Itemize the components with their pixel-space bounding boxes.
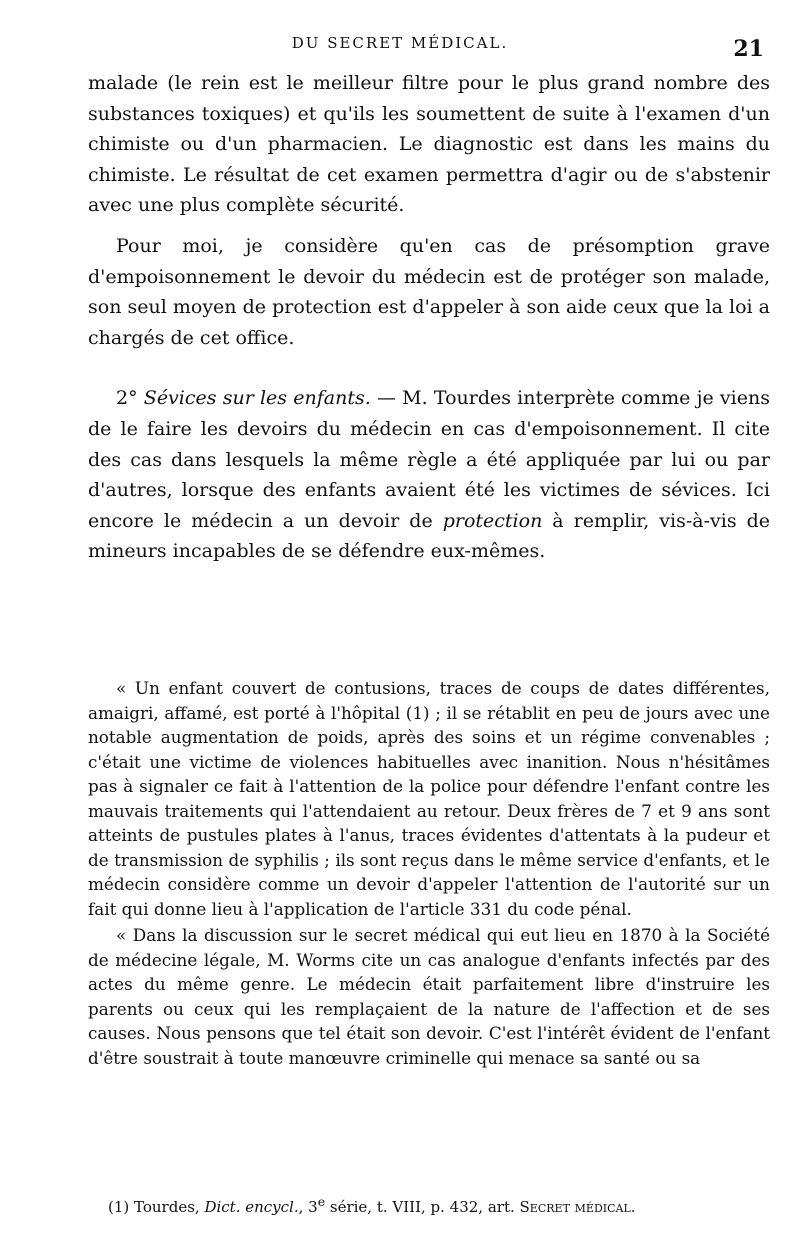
footnote-article: Secret médical. — [519, 1198, 636, 1216]
main-text — [88, 68, 770, 567]
section-text-a: — M. Tourdes interprète comme je viens de le faire les devoirs du médecin en cas d'empoisonnement. Il cite des cas dans lesquels la même règle a été appliquée par lui ou par d'autres, lorsque des enfants avaient été les victimes de sévices. Ici encore le médecin a un devoir de — [88, 387, 770, 532]
paragraph-continuation: malade (le rein est le meilleur filtre pour le plus grand nombre des substances toxiques) et qu'ils les soumettent de suite à l'examen d'un chimiste ou d'un pharmacien. Le diagnostic est dans les mains du chimiste. Le résultat de cet examen permettra d'agir ou de s'abstenir avec une plus complète sécurité. — [88, 72, 770, 217]
emphasis-protection: protection — [442, 509, 543, 532]
section-heading: Sévices sur les enfants. — [143, 387, 371, 410]
running-title: DU SECRET MÉDICAL. — [291, 34, 509, 52]
quote-paragraph-1: « Un enfant couvert de contusions, traces de coups de dates différentes, amaigri, affamé, est porté à l'hôpital (1) ; il se rétablit en peu de jours avec une notable augmentation de poids, après des soins et un régime convenables ; c'était une victime de violences habituelles avec inanition. Nous n'hésitâmes pas à signaler ce fait à l'attention de la police pour défendre l'enfant contre les mauvais traitements qui l'attendaient au retour. Deux frères de 7 et 9 ans sont atteints de pustules plates à l'anus, traces évidentes d'attentats à la pudeur et de transmission de syphilis ; ils sont reçus dans le même service d'enfants, et le médecin considère comme un devoir d'appeler l'attention de l'autorité sur un fait qui donne lieu à l'application de l'article 331 du code pénal. — [88, 678, 770, 919]
footnote-rest-b: série, t. VIII, p. 432, art. — [325, 1198, 520, 1216]
footnote — [108, 1192, 770, 1217]
section-number: 2° — [116, 387, 144, 410]
quoted-passage — [88, 676, 770, 1070]
footnote-marker: (1) Tourdes, — [108, 1198, 205, 1216]
footnote-rest-a: , 3 — [298, 1198, 318, 1216]
paragraph-opinion: Pour moi, je considère qu'en cas de présomption grave d'empoisonnement le devoir du médecin est de protéger son malade, son seul moyen de protection est d'appeler à son aide ceux que la loi a chargés de cet office. — [88, 234, 770, 349]
footnote-work: Dict. encycl. — [204, 1198, 299, 1216]
footnote-sup: e — [317, 1194, 326, 1209]
quote-paragraph-2: « Dans la discussion sur le secret médical qui eut lieu en 1870 à la Société de médecine légale, M. Worms cite un cas analogue d'enfants infectés par des actes du même genre. Le médecin était parfaitement libre d'instruire les parents ou ceux qui les remplaçaient de la nature de l'affection et de ses causes. Nous pensons que tel était son devoir. C'est l'intérêt évident de l'enfant d'être soustrait à toute manœuvre criminelle qui menace sa santé ou sa — [88, 925, 770, 1068]
section-text-b: à remplir, vis-à-vis de mineurs incapables de se défendre eux-mêmes. — [88, 509, 770, 563]
paragraph-sevices — [88, 383, 770, 567]
page-number: 21 — [733, 36, 764, 62]
